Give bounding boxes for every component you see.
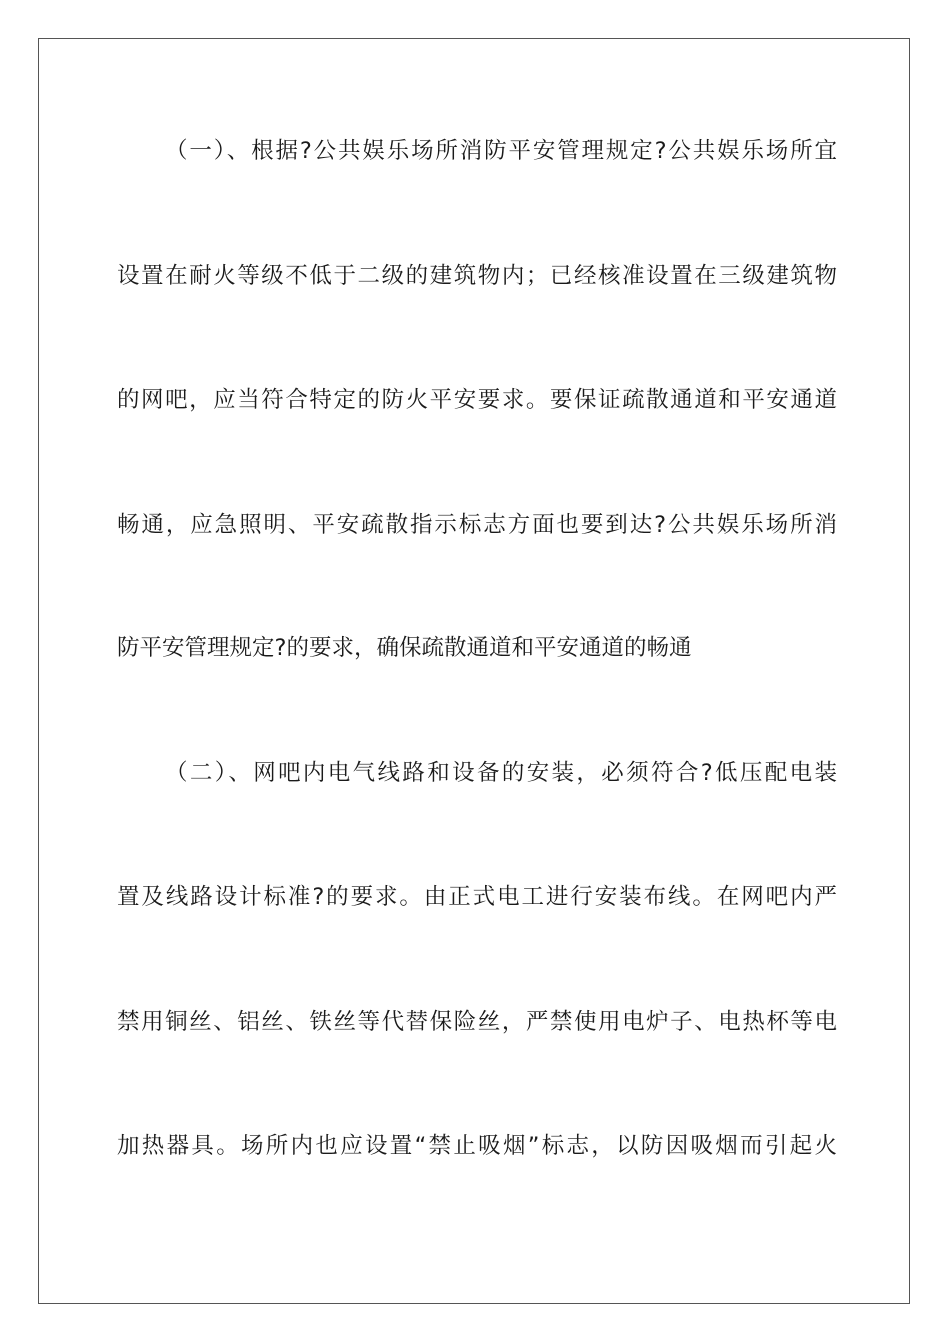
paragraph-1-line-1: （一）、根据?公共娱乐场所消防平安管理规定?公共娱乐场所宜 xyxy=(165,138,837,164)
paragraph-1-line-4: 畅通，应急照明、平安疏散指示标志方面也要到达?公共娱乐场所消 xyxy=(117,512,837,538)
page-border xyxy=(38,38,910,1304)
paragraph-2-line-1: （二）、网吧内电气线路和设备的安装，必须符合?低压配电装 xyxy=(165,760,837,786)
paragraph-2-line-2: 置及线路设计标准?的要求。由正式电工进行安装布线。在网吧内严 xyxy=(117,884,837,910)
paragraph-1-line-3: 的网吧，应当符合特定的防火平安要求。要保证疏散通道和平安通道 xyxy=(117,387,837,413)
paragraph-1-line-5: 防平安管理规定?的要求，确保疏散通道和平安通道的畅通 xyxy=(117,635,692,661)
paragraph-2-line-4: 加热器具。场所内也应设置“禁止吸烟”标志，以防因吸烟而引起火 xyxy=(117,1133,837,1159)
paragraph-1-line-2: 设置在耐火等级不低于二级的建筑物内；已经核准设置在三级建筑物 xyxy=(117,263,837,289)
paragraph-2-line-3: 禁用铜丝、铝丝、铁丝等代替保险丝，严禁使用电炉子、电热杯等电 xyxy=(117,1009,837,1035)
